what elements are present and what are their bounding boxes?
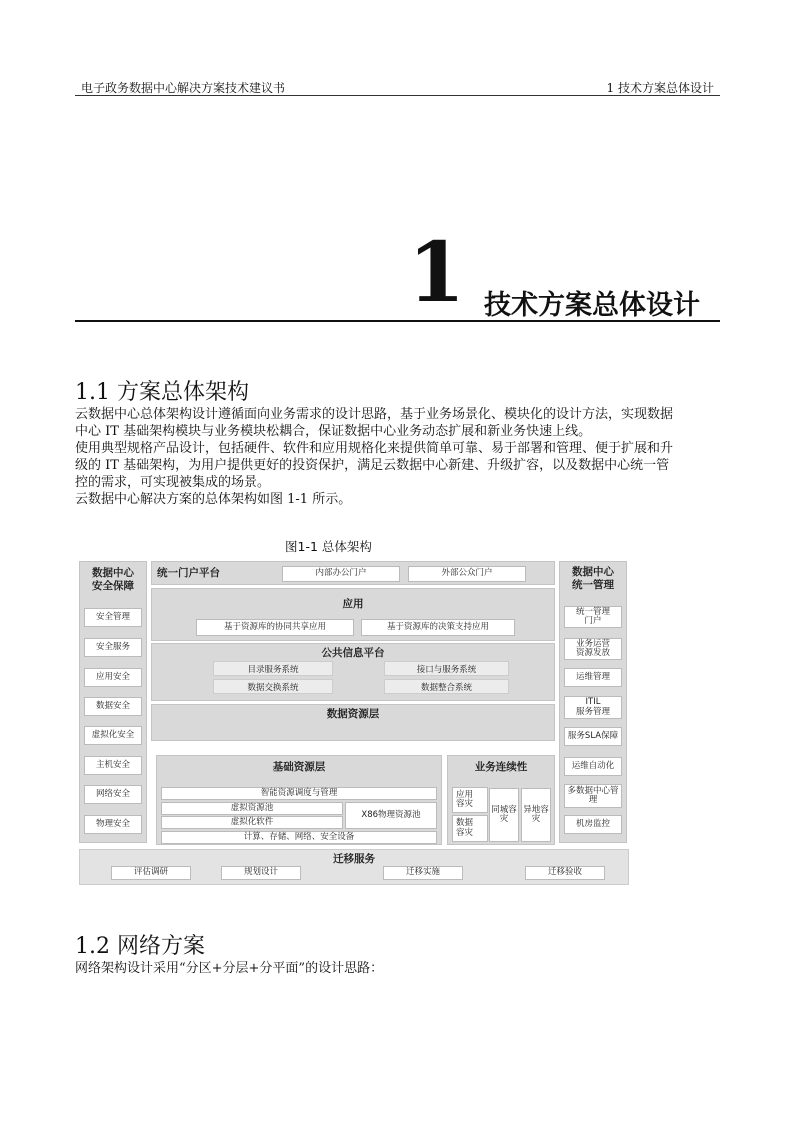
page-header [75,79,720,96]
app-item: 基于资源库的协同共享应用 [196,619,354,636]
security-item: 安全服务 [84,638,142,657]
data-layer-title: 数据资源层 [326,708,380,720]
management-item: 运维自动化 [564,757,622,776]
management-item: ITIL 服务管理 [564,696,622,719]
management-item: 运维管理 [564,668,622,687]
architecture-diagram [77,557,631,886]
para-line: 云数据中心总体架构设计遵循面向业务需求的设计思路，基于业务场景化、模块化的设计方法，实现数据 [75,407,674,422]
security-item: 安全管理 [84,608,142,627]
section-1-1-body [75,406,720,508]
migration-item: 迁移实施 [383,866,463,880]
chapter-rule [75,320,720,322]
virtual-software: 虚拟化软件 [161,816,343,829]
infra-scheduling: 智能资源调度与管理 [161,787,437,800]
management-item: 业务运营 资源发放 [564,638,622,660]
portal-title: 统一门户平台 [157,567,220,579]
section-1-1-title: 1.1 方案总体架构 [75,380,249,405]
para-line: 中心 IT 基础架构模块与业务模块松耦合，保证数据中心业务动态扩展和新业务快速上线。 [75,424,592,439]
portal-item: 内部办公门户 [282,566,400,582]
app-item: 基于资源库的决策支持应用 [361,619,515,636]
public-item: 接口与服务系统 [384,661,509,676]
migration-item: 规划设计 [221,866,301,880]
management-item: 统一管理 门户 [564,606,622,628]
public-title: 公共信息平台 [321,647,385,659]
app-dr: 应用 容灾 [452,787,488,813]
security-item: 主机安全 [84,756,142,775]
migration-title: 迁移服务 [333,853,375,865]
public-item: 数据整合系统 [384,679,509,694]
para-line: 级的 IT 基础架构，为用户提供更好的投资保护，满足云数据中心新建、升级扩容，以及数据中心统一管 [75,458,670,473]
chapter-number: 1 [408,225,466,321]
header-doc-title: 电子政务数据中心解决方案技术建议书 [81,81,286,95]
bc-title: 业务连续性 [474,761,528,773]
x86-pool: X86物理资源池 [345,802,437,829]
local-dr: 同城容 灾 [489,788,519,842]
para-line: 控的需求，可实现被集成的场景。 [75,475,271,490]
public-item: 数据交换系统 [213,679,333,694]
infra-title: 基础资源层 [272,761,326,773]
security-item: 虚拟化安全 [84,726,142,745]
data-dr: 数据 容灾 [452,815,488,842]
management-title: 数据中心 统一管理 [572,566,614,592]
portal-item: 外部公众门户 [408,566,526,582]
security-title: 数据中心 安全保障 [92,567,134,593]
chapter-title: 技术方案总体设计 [484,290,700,321]
security-item: 网络安全 [84,785,142,804]
header-chapter: 1 技术方案总体设计 [606,81,714,95]
section-1-2-title: 1.2 网络方案 [75,934,205,959]
para-line: 使用典型规格产品设计，包括硬件、软件和应用规格化来提供简单可靠、易于部署和管理、便于扩展和升 [75,441,674,456]
security-item: 物理安全 [84,815,142,834]
migration-item: 评估调研 [111,866,191,880]
figure-caption: 图1-1 总体架构 [285,539,372,554]
management-item: 服务SLA保障 [564,727,622,746]
virtual-pool: 虚拟资源池 [161,802,343,815]
security-item: 数据安全 [84,697,142,716]
para-line: 云数据中心解决方案的总体架构如图 1-1 所示。 [75,492,352,507]
migration-item: 迁移验收 [525,866,605,880]
app-title: 应用 [342,598,364,610]
section-1-2-body: 网络架构设计采用“分区+分层+分平面”的设计思路： [75,961,384,976]
management-item: 机房监控 [564,815,622,834]
management-item: 多数据中心管 理 [564,784,622,808]
security-item: 应用安全 [84,668,142,687]
public-item: 目录服务系统 [213,661,333,676]
remote-dr: 异地容 灾 [521,788,551,842]
infra-devices: 计算、存储、网络、安全设备 [161,831,437,844]
